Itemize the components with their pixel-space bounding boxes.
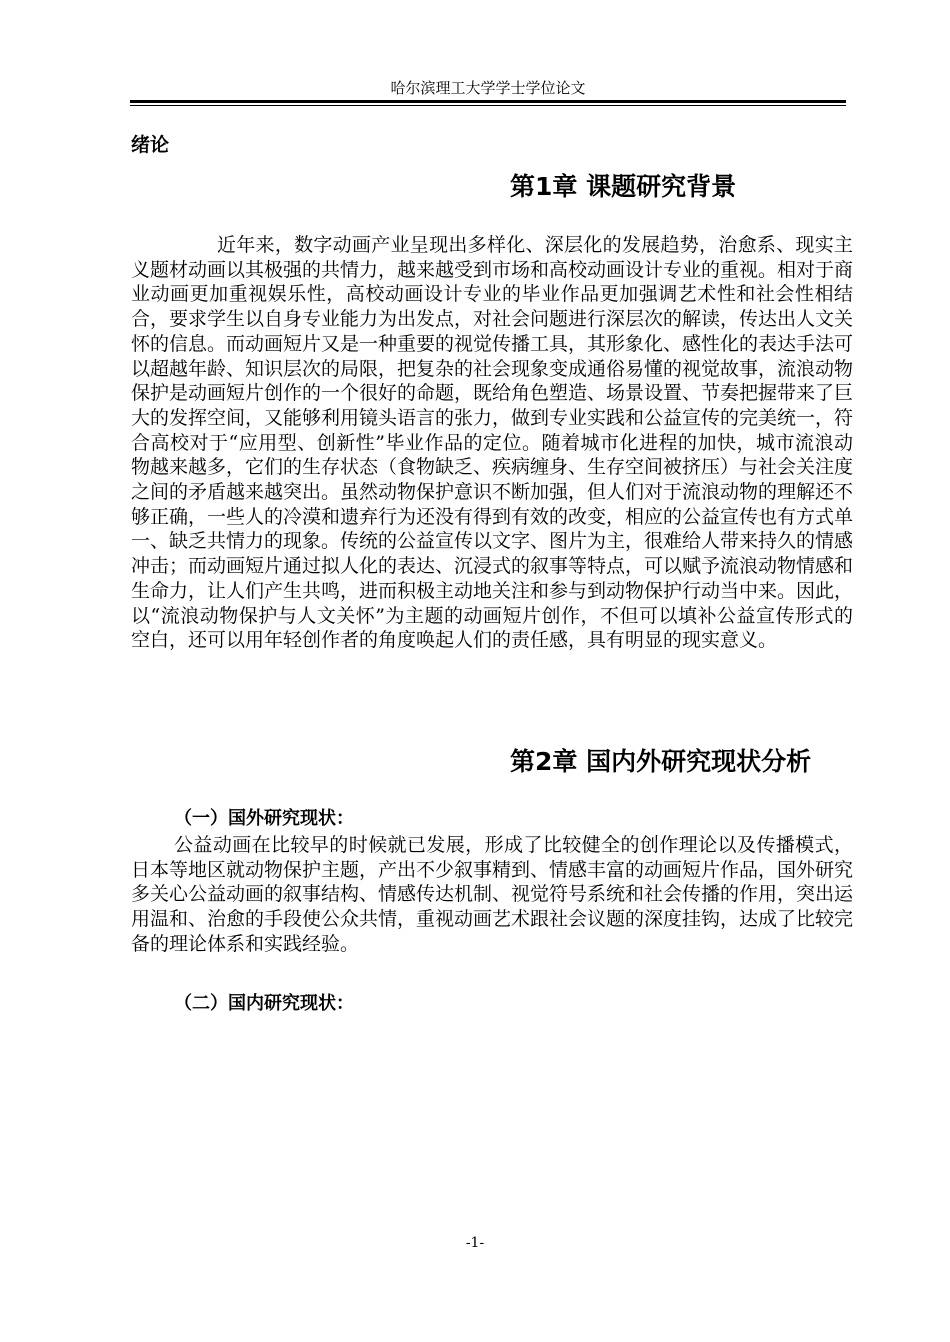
- chapter-1-title: 第1章 课题研究背景: [510, 172, 737, 201]
- chapter-1-paragraph: 近年来，数字动画产业呈现出多样化、深层化的发展趋势，治愈系、现实主义题材动画以其极强的共情力，越来越受到市场和高校动画设计专业的重视。相对于商业动画更加重视娱乐性，高校动画设计专业的毕业作品更加强调艺术性和社会性相结合，要求学生以自身专业能力为出发点，对社会问题进行深层次的解读，传达出人文关怀的信息。而动画短片又是一种重要的视觉传播工具，其形象化、感性化的表达手法可以超越年龄、知识层次的局限，把复杂的社会现象变成通俗易懂的视觉故事，流浪动物保护是动画短片创作的一个很好的命题，既给角色塑造、场景设置、节奏把握带来了巨大的发挥空间，又能够利用镜头语言的张力，做到专业实践和公益宣传的完美统一，符合高校对于“应用型、创新性”毕业作品的定位。随着城市化进程的加快，城市流浪动物越来越多，它们的生存状态（食物缺乏、疾病缠身、生存空间被挤压）与社会关注度之间的矛盾越来越突出。虽然动物保护意识不断加强，但人们对于流浪动物的理解还不够正确，一些人的冷漠和遗弃行为还没有得到有效的改变，相应的公益宣传也有方式单一、缺乏共情力的现象。传统的公益宣传以文字、图片为主，很难给人带来持久的情感冲击；而动画短片通过拟人化的表达、沉浸式的叙事等特点，可以赋予流浪动物情感和生命力，让人们产生共鸣，进而积极主动地关注和参与到动物保护行动当中来。因此，以“流浪动物保护与人文关怀”为主题的动画短片创作，不但可以填补公益宣传形式的空白，还可以用年轻创作者的角度唤起人们的责任感，具有明显的现实意义。: [131, 234, 854, 652]
- chapter-2-title: 第2章 国内外研究现状分析: [510, 747, 812, 776]
- subsection-domestic-heading: （二）国内研究现状：: [174, 993, 354, 1014]
- subsection-foreign-heading: （一）国外研究现状：: [174, 808, 354, 829]
- subsection-foreign-paragraph: 公益动画在比较早的时候就已发展，形成了比较健全的创作理论以及传播模式，日本等地区就动物保护主题，产出不少叙事精到、情感丰富的动画短片作品，国外研究多关心公益动画的叙事结构、情感传达机制、视觉符号系统和社会传播的作用，突出运用温和、治愈的手段使公众共情，重视动画艺术跟社会议题的深度挂钩，达成了比较完备的理论体系和实践经验。: [131, 834, 854, 955]
- header-rule-thin: [130, 105, 846, 106]
- section-label: 绪论: [131, 134, 170, 156]
- header-rule-thick: [130, 100, 846, 103]
- running-header: 哈尔滨理工大学学士学位论文: [390, 79, 586, 97]
- page-number: -1-: [465, 1235, 485, 1251]
